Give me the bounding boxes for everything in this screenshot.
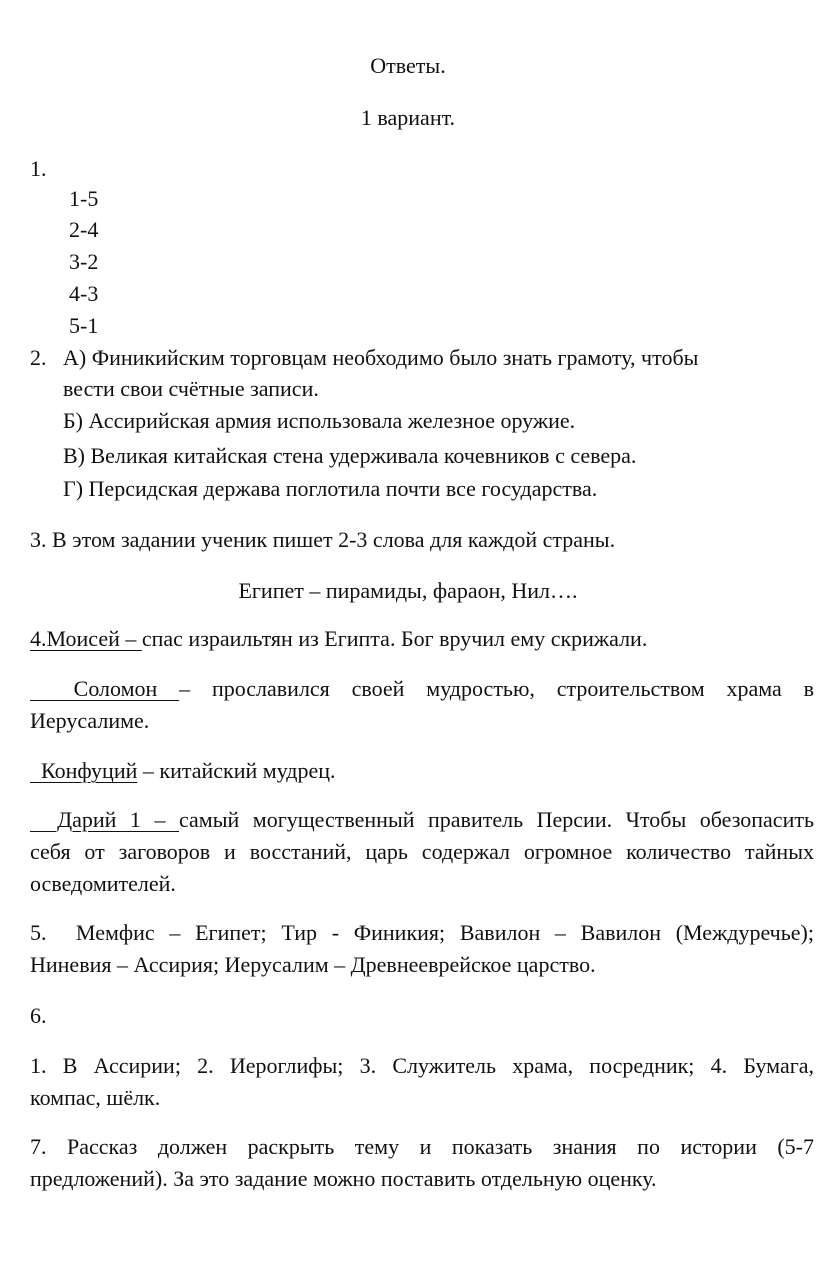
- q1-number: 1.: [30, 156, 47, 181]
- q1-pair: 1-5: [69, 186, 99, 211]
- q2-answer-b: Б) Ассирийская армия использовала железное оружие.: [63, 408, 576, 433]
- q4-solomon-cont: Иерусалиме.: [30, 708, 150, 733]
- q1-pair: 3-2: [69, 249, 99, 274]
- q6-line1: 1. В Ассирии; 2. Иероглифы; 3. Служитель храма, посредник; 4. Бумага,: [30, 1053, 814, 1078]
- q6-line2: компас, шёлк.: [30, 1085, 161, 1110]
- q4-confucius-text: – китайский мудрец.: [137, 758, 336, 783]
- q1-pair: 2-4: [69, 217, 99, 242]
- page-title: Ответы.: [370, 53, 446, 78]
- q4-moses-text: спас израильтян из Египта. Бог вручил ему скрижали.: [141, 626, 648, 651]
- q2-answer-g: Г) Персидская держава поглотила почти все государства.: [63, 476, 598, 501]
- q3-text: 3. В этом задании ученик пишет 2-3 слова для каждой страны.: [30, 527, 616, 552]
- q2-answer-a: А) Финикийским торговцам необходимо было знать грамоту, чтобы: [63, 345, 699, 370]
- q3-example: Египет – пирамиды, фараон, Нил….: [238, 578, 578, 603]
- q7-line1: 7. Рассказ должен раскрыть тему и показать знания по истории (5-7: [30, 1134, 814, 1159]
- q4-darius-term: Дарий 1 –: [30, 807, 179, 832]
- variant-heading: 1 вариант.: [360, 105, 456, 130]
- q2-answer-v: В) Великая китайская стена удерживала кочевников с севера.: [63, 443, 637, 468]
- q4-confucius: [30, 755, 336, 787]
- q2-answer-a-cont: вести свои счётные записи.: [63, 376, 319, 401]
- q4-darius: [30, 804, 814, 836]
- q5-line1: 5. Мемфис – Египет; Тир - Финикия; Вавилон – Вавилон (Междуречье);: [30, 920, 814, 945]
- q6-number: 6.: [30, 1003, 47, 1028]
- q4-darius-cont: себя от заговоров и восстаний, царь содержал огромное количество тайных: [30, 839, 814, 864]
- q2-number: 2.: [30, 345, 47, 370]
- q1-pair: 4-3: [69, 281, 99, 306]
- q5-line2: Ниневия – Ассирия; Иерусалим – Древнееврейское царство.: [30, 952, 596, 977]
- q4-darius-text: самый могущественный правитель Персии. Чтобы обезопасить: [178, 807, 814, 832]
- q1-pair: 5-1: [69, 313, 99, 338]
- q4-solomon-text: – прославился своей мудростью, строительством храма в: [179, 676, 814, 701]
- q4-solomon: [30, 673, 814, 705]
- q4-moses-term: 4.Моисей –: [30, 626, 142, 651]
- q4-solomon-term: Соломон: [30, 676, 180, 701]
- q4-confucius-term: Конфуций: [30, 758, 138, 783]
- q4-moses: [30, 623, 647, 655]
- q4-darius-cont2: осведомителей.: [30, 871, 176, 896]
- q7-line2: предложений). За это задание можно поставить отдельную оценку.: [30, 1166, 657, 1191]
